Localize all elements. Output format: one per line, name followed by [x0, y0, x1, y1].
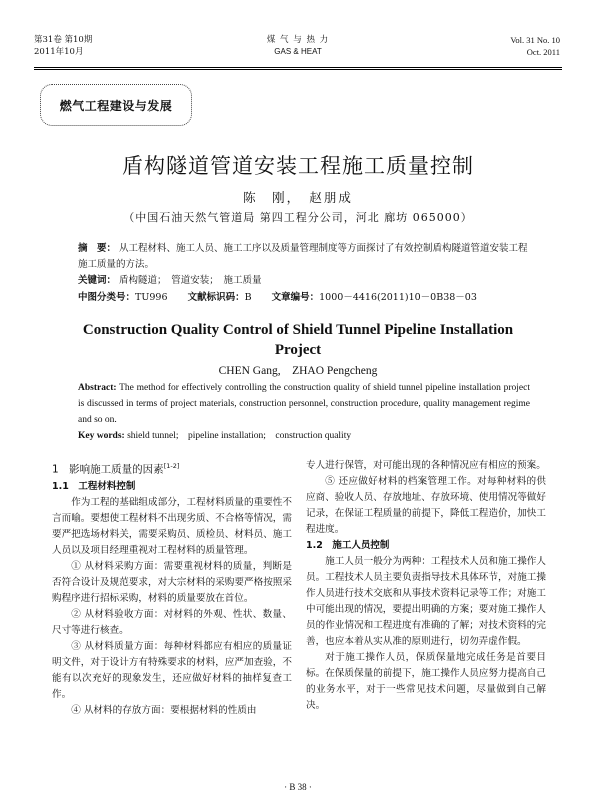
body-column-right — [306, 458, 546, 714]
header-volume-en — [510, 34, 560, 58]
keywords-cn-label: 关键词： — [78, 275, 117, 286]
column-label-box — [40, 84, 192, 126]
journal-name-cn: 煤 气 与 热 力 — [266, 35, 330, 45]
body-column-left — [52, 458, 292, 719]
header-rule — [34, 67, 562, 68]
volume-issue-en: Vol. 31 No. 10 — [510, 35, 560, 45]
paragraph: ③ 从材料质量方面：每种材料都应有相应的质量证明文件，对于设计方有特殊要求的材料，应严加查验，不能有以次充好的现象发生，还应做好材料的抽样复查工作。 — [52, 640, 292, 700]
paragraph: 施工人员一般分为两种：工程技术人员和施工操作人员。工程技术人员主要负责指导技术具体环节，对施工操作人员进行技术交底和从事技术资料记录等工作；对施工中可能出现的情况，要提出明确的方案；要对施工操作人员的作业情况和工程进度有准确的了解；对技术资料的完善，也应本着从实从准的原则进行，切勿弄虚作假。 — [306, 556, 546, 647]
column-label: 燃气工程建设与发展 — [59, 98, 173, 113]
section-heading-1-text: 1 影响施工质量的因素 — [52, 463, 164, 476]
abstract-cn-text: 从工程材料、施工人员、施工工序以及质量管理制度等方面探讨了有效控制盾构隧道管道安装工程施工质量的方法。 — [78, 243, 528, 270]
keywords-en — [78, 427, 530, 441]
classification-line — [78, 290, 538, 306]
date-en: Oct. 2011 — [526, 47, 560, 57]
article-no-value: 1000－4416(2011)10－0B38－03 — [319, 292, 477, 303]
clc-label: 中图分类号： — [78, 292, 136, 303]
header-journal — [0, 34, 596, 58]
doc-code-label: 文献标识码： — [187, 292, 245, 303]
journal-name-en: GAS & HEAT — [274, 47, 322, 56]
authors-en: CHEN Gang, ZHAO Pengcheng — [218, 365, 378, 377]
abstract-cn — [78, 241, 530, 273]
paragraph: ② 从材料验收方面：对材料的外观、性状、数量、尺寸等进行核查。 — [52, 608, 292, 636]
section-heading-1 — [52, 458, 292, 479]
paragraph: ⑤ 还应做好材料的档案管理工作。对每种材料的供应商、验收人员、存放地址、存放环境、使用情况等做好记录，在保证工程质量的前提下，降低工程造价，加快工程进度。 — [306, 476, 546, 535]
doc-code-value: B — [244, 292, 252, 303]
abstract-en — [78, 380, 530, 428]
volume-issue-cn: 第31卷 第10期 — [34, 35, 93, 45]
keywords-cn-text: 盾构隧道； 管道安装； 施工质量 — [119, 275, 262, 286]
title-cn: 盾构隧道管道安装工程施工质量控制 — [122, 154, 474, 178]
article-no-label: 文章编号： — [271, 292, 320, 303]
abstract-cn-label: 摘 要： — [78, 243, 117, 254]
reference-mark: [1-2] — [163, 462, 180, 470]
subsection-heading-1-1: 1.1 工程材料控制 — [52, 480, 136, 492]
paragraph: ④ 从材料的存放方面：要根据材料的性质由 — [71, 704, 257, 716]
abstract-en-text: The method for effectively controlling the construction quality of shield tunnel pipeline installation project is discussed in terms of project materials, construction personnel, construction procedure, quality management regime and so on. — [78, 383, 530, 425]
date-cn: 2011年10月 — [34, 47, 84, 57]
paragraph: ① 从材料采购方面：需要重视材料的质量，判断是否符合设计及规范要求，对大宗材料的采购要严格按照采购程序进行招标采购，材料的质量要放在首位。 — [52, 560, 292, 604]
subsection-heading-1-2: 1.2 施工人员控制 — [306, 540, 390, 551]
page-number: · B 38 · — [284, 782, 312, 792]
clc-value: TU996 — [135, 292, 168, 303]
title-en: Construction Quality Control of Shield Tunnel Pipeline Installation Project — [82, 322, 514, 358]
abstract-en-label: Abstract: — [78, 383, 117, 393]
paragraph: 作为工程的基础组成部分，工程材料质量的重要性不言而喻。要想使工程材料不出现劣质、不合格等情况，需要严把选场材料关，需要采购员、质检员、材料员、施工人员以及项目经理重视对工程材料的质量管理。 — [52, 496, 292, 556]
header-rule-thin — [34, 69, 562, 70]
keywords-en-label: Key words: — [78, 431, 125, 441]
authors-cn: 陈 刚， 赵朋成 — [243, 190, 353, 205]
keywords-en-text: shield tunnel; pipeline installation; construction quality — [127, 431, 352, 441]
affiliation-cn: （中国石油天然气管道局 第四工程分公司，河北 廊坊 065000） — [123, 211, 473, 224]
paragraph: 对于施工操作人员，保质保量地完成任务是首要目标。在保质保量的前提下，施工操作人员应努力提高自己的业务水平，对于一些常见技术问题，尽量做到自己解决。 — [306, 652, 546, 711]
keywords-cn — [78, 273, 530, 289]
paragraph: 专人进行保管，对可能出现的各种情况应有相应的预案。 — [306, 460, 546, 471]
